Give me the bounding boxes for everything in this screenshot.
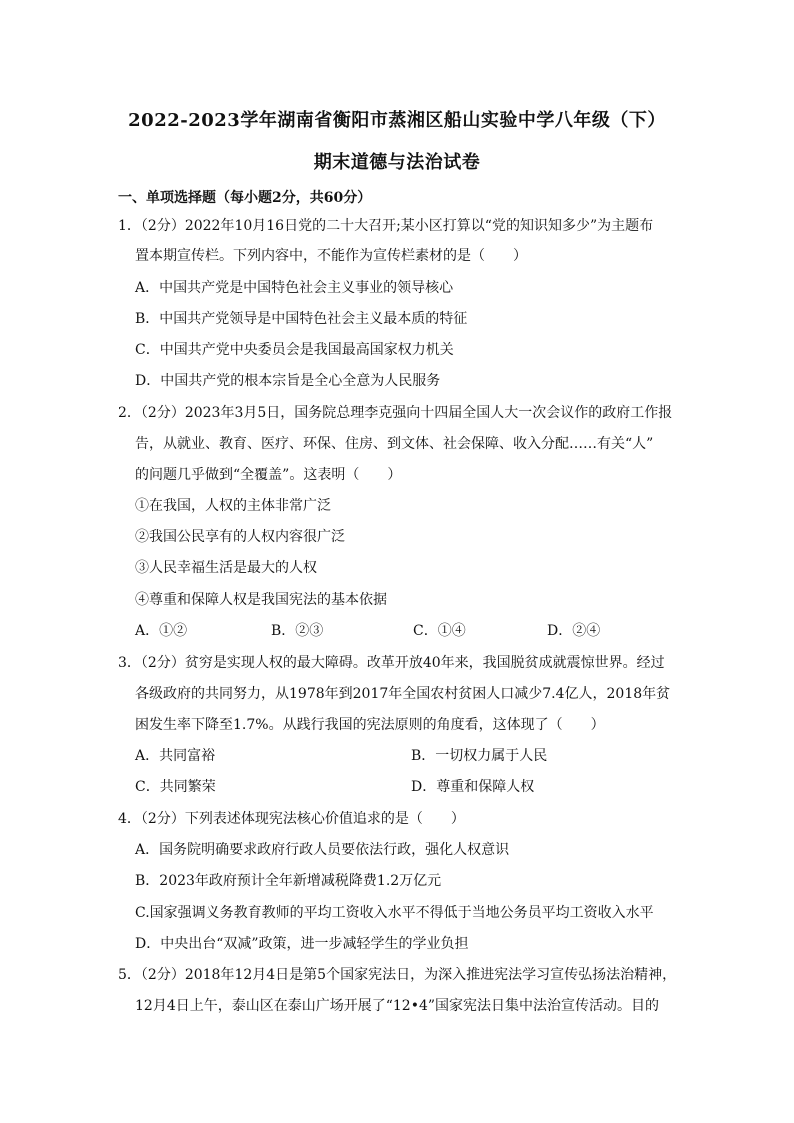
q4-option-d: D．中央出台“双减”政策，进一步减轻学生的学业负担 [135, 936, 469, 952]
q1-option-c: C．中国共产党中央委员会是我国最高国家权力机关 [135, 342, 454, 358]
q3-option-c: C．共同繁荣 [135, 779, 216, 795]
q4-line1: 4．（2分）下列表述体现宪法核心价值追求的是（ ） [118, 811, 465, 827]
q2-statement-4: ④尊重和保障人权是我国宪法的基本依据 [135, 592, 387, 608]
exam-title-line2: 期末道德与法治试卷 [313, 152, 481, 173]
q2-line1: 2．（2分）2023年3月5日，国务院总理李克强向十四届全国人大一次会议作的政府工作报 [118, 405, 673, 421]
q3-option-a: A．共同富裕 [135, 748, 216, 764]
q4-option-c: C.国家强调义务教育教师的平均工资收入水平不得低于当地公务员平均工资收入水平 [135, 905, 654, 921]
exam-title-line1: 2022-2023学年湖南省衡阳市蒸湘区船山实验中学八年级（下） [128, 110, 666, 131]
section-heading: 一、单项选择题（每小题2分，共60分） [118, 190, 372, 206]
q2-statement-1: ①在我国，人权的主体非常广泛 [135, 498, 331, 514]
q3-line2: 各级政府的共同努力，从1978年到2017年全国农村贫困人口减少7.4亿人，2018年贫 [135, 686, 671, 702]
q4-option-b: B．2023年政府预计全年新增减税降费1.2万亿元 [135, 873, 442, 889]
q2-statement-2: ②我国公民享有的人权内容很广泛 [135, 529, 345, 545]
q1-option-d: D．中国共产党的根本宗旨是全心全意为人民服务 [135, 373, 441, 389]
q2-line2: 告，从就业、教育、医疗、环保、住房、到文体、社会保障、收入分配……有关“人” [135, 436, 654, 452]
q2-line3: 的问题几乎做到“全覆盖”。这表明（ ） [135, 467, 402, 483]
q1-option-b: B．中国共产党领导是中国特色社会主义最本质的特征 [135, 311, 468, 327]
q5-line2: 12月4日上午，泰山区在泰山广场开展了“12•4”国家宪法日集中法治宣传活动。目的 [135, 998, 660, 1014]
q1-line1: 1．（2分）2022年10月16日党的二十大召开;某小区打算以“党的知识知多少”为主题布 [118, 218, 654, 234]
q1-line2: 置本期宣传栏。下列内容中，不能作为宣传栏素材的是（ ） [135, 248, 527, 264]
q3-line3: 困发生率下降至1.7%。从践行我国的宪法原则的角度看，这体现了（ ） [135, 717, 605, 733]
q2-option-d: D．②④ [547, 623, 601, 639]
q2-option-b: B．②③ [271, 623, 324, 639]
q2-option-c: C．①④ [413, 623, 466, 639]
q3-line1: 3．（2分）贫穷是实现人权的最大障碍。改革开放40年来，我国脱贫成就震惊世界。经过 [118, 655, 665, 671]
q3-option-b: B．一切权力属于人民 [411, 748, 548, 764]
q2-option-a: A．①② [135, 623, 188, 639]
q1-option-a: A．中国共产党是中国特色社会主义事业的领导核心 [135, 280, 454, 296]
q3-option-d: D．尊重和保障人权 [411, 779, 535, 795]
q5-line1: 5．（2分）2018年12月4日是第5个国家宪法日，为深入推进宪法学习宣传弘扬法治精神， [118, 967, 677, 983]
q2-statement-3: ③人民幸福生活是最大的人权 [135, 560, 317, 576]
q4-option-a: A．国务院明确要求政府行政人员要依法行政，强化人权意识 [135, 842, 510, 858]
